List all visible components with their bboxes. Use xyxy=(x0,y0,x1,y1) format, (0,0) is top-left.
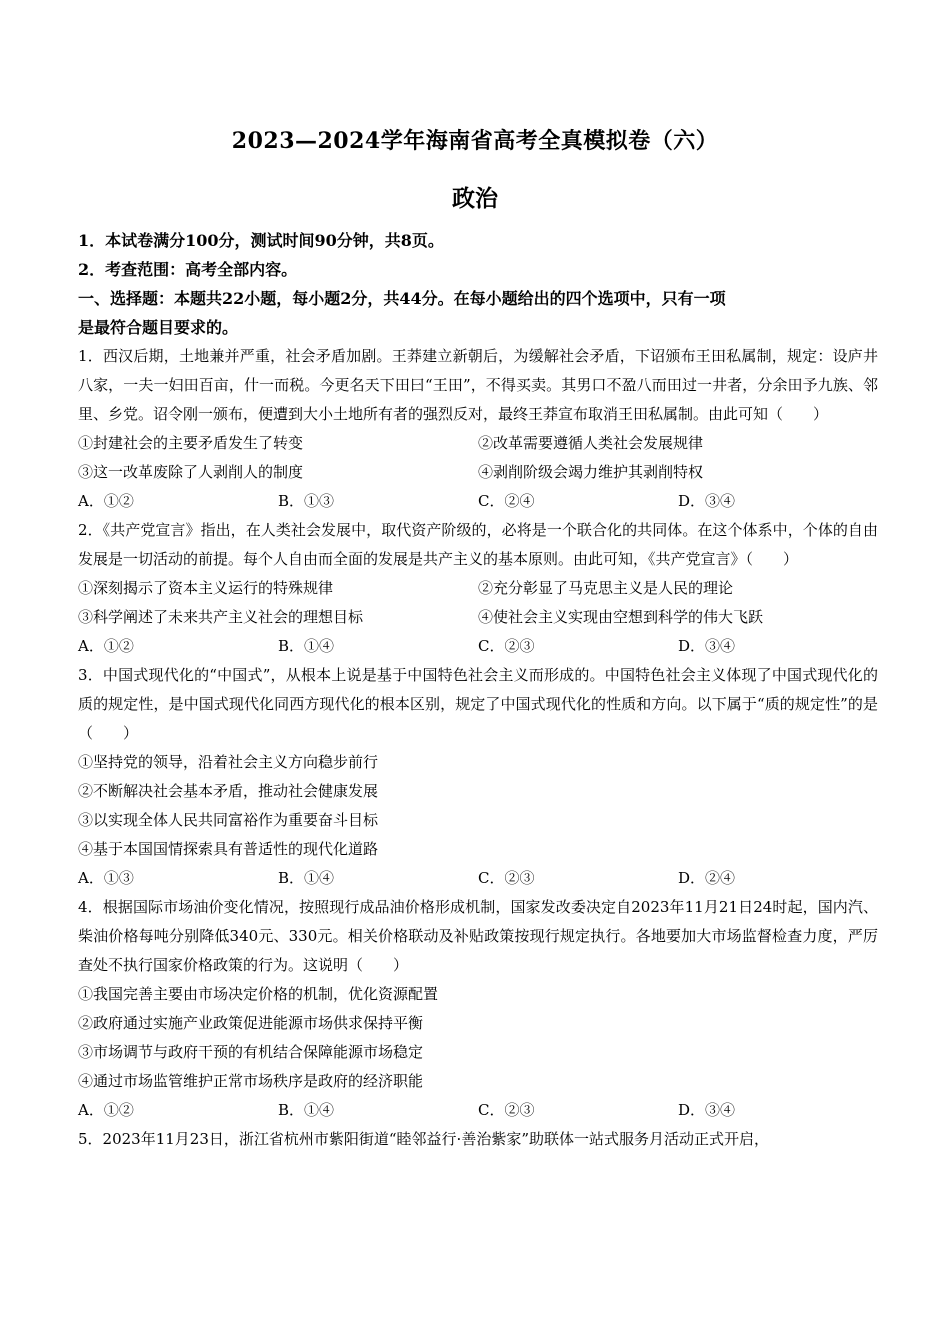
section-heading-line-2: 是最符合题目要求的。 xyxy=(78,318,239,337)
choice-a: A．①② xyxy=(78,637,134,655)
choice-a: A．①② xyxy=(78,492,134,510)
question-2 xyxy=(78,516,878,661)
choice-row xyxy=(78,864,878,893)
note-1: 1．本试卷满分100分，测试时间90分钟，共8页。 xyxy=(78,231,444,250)
question-stem: 2．《共产党宣言》指出，在人类社会发展中，取代资产阶级的，必将是一个联合化的共同体。在这个体系中，个体的自由发展是一切活动的前提。每个人自由而全面的发展是共产主义的基本原则。由此可知，《共产党宣言》（ ） xyxy=(78,521,878,568)
choice-c: C．②③ xyxy=(478,1101,535,1119)
option-2: ②不断解决社会基本矛盾，推动社会健康发展 xyxy=(78,782,379,800)
choice-d: D．②④ xyxy=(678,869,736,887)
choice-b: B．①④ xyxy=(278,869,335,887)
option-2: ②充分彰显了马克思主义是人民的理论 xyxy=(478,579,734,597)
choice-row xyxy=(78,487,878,516)
choice-b: B．①④ xyxy=(278,637,335,655)
option-4: ④使社会主义实现由空想到科学的伟大飞跃 xyxy=(478,608,764,626)
option-row xyxy=(78,574,878,603)
choice-a: A．①③ xyxy=(78,869,134,887)
option-row xyxy=(78,429,878,458)
option-3: ③以实现全体人民共同富裕作为重要奋斗目标 xyxy=(78,811,379,829)
choice-row xyxy=(78,1096,878,1125)
subject-title: 政治 xyxy=(452,185,498,212)
option-2: ②改革需要遵循人类社会发展规律 xyxy=(478,434,704,452)
option-4: ④剥削阶级会竭力维护其剥削特权 xyxy=(478,463,704,481)
choice-c: C．②③ xyxy=(478,869,535,887)
note-2: 2．考查范围：高考全部内容。 xyxy=(78,260,298,279)
option-1: ①封建社会的主要矛盾发生了转变 xyxy=(78,434,304,452)
choice-c: C．②④ xyxy=(478,492,535,510)
question-stem: 4．根据国际市场油价变化情况，按照现行成品油价格形成机制，国家发改委决定自2023年11月21日24时起，国内汽、柴油价格每吨分别降低340元、330元。相关价格联动及补贴政策按现行规定执行。各地要加大市场监督检查力度，严厉查处不执行国家价格政策的行为。这说明（ ） xyxy=(78,898,878,974)
option-1: ①我国完善主要由市场决定价格的机制，优化资源配置 xyxy=(78,985,439,1003)
option-3: ③科学阐述了未来共产主义社会的理想目标 xyxy=(78,608,364,626)
question-stem: 3．中国式现代化的“中国式”，从根本上说是基于中国特色社会主义而形成的。中国特色社会主义体现了中国式现代化的质的规定性，是中国式现代化同西方现代化的根本区别，规定了中国式现代化的性质和方向。以下属于“质的规定性”的是（ ） xyxy=(78,666,878,742)
choice-a: A．①② xyxy=(78,1101,134,1119)
option-row xyxy=(78,458,878,487)
option-1: ①坚持党的领导，沿着社会主义方向稳步前行 xyxy=(78,753,379,771)
question-3 xyxy=(78,661,878,893)
choice-d: D．③④ xyxy=(678,637,736,655)
option-2: ②政府通过实施产业政策促进能源市场供求保持平衡 xyxy=(78,1014,424,1032)
option-3: ③市场调节与政府干预的有机结合保障能源市场稳定 xyxy=(78,1043,424,1061)
option-4: ④基于本国国情探索具有普适性的现代化道路 xyxy=(78,840,379,858)
question-1 xyxy=(78,342,878,516)
choice-b: B．①③ xyxy=(278,492,335,510)
section-heading-line-1: 一、选择题：本题共22小题，每小题2分，共44分。在每小题给出的四个选项中，只有一项 xyxy=(78,289,726,308)
choice-b: B．①④ xyxy=(278,1101,335,1119)
choice-d: D．③④ xyxy=(678,492,736,510)
question-5-first-line: 5．2023年11月23日，浙江省杭州市紫阳街道“睦邻益行·善治紫家”助联体一站式服务月活动正式开启， xyxy=(78,1130,770,1148)
option-1: ①深刻揭示了资本主义运行的特殊规律 xyxy=(78,579,334,597)
question-4 xyxy=(78,893,878,1125)
option-4: ④通过市场监管维护正常市场秩序是政府的经济职能 xyxy=(78,1072,424,1090)
page-title: 2023—2024学年海南省高考全真模拟卷（六） xyxy=(231,128,719,154)
choice-d: D．③④ xyxy=(678,1101,736,1119)
choice-row xyxy=(78,632,878,661)
option-3: ③这一改革废除了人剥削人的制度 xyxy=(78,463,304,481)
option-row xyxy=(78,603,878,632)
question-stem: 1．西汉后期，土地兼并严重，社会矛盾加剧。王莽建立新朝后，为缓解社会矛盾，下诏颁布王田私属制，规定：设庐井八家，一夫一妇田百亩，什一而税。今更名天下田曰“王田”，不得买卖。其男口不盈八而田过一井者，分余田予九族、邻里、乡党。诏令刚一颁布，便遭到大小土地所有者的强烈反对，最终王莽宣布取消王田私属制。由此可知（ ） xyxy=(78,347,878,423)
choice-c: C．②③ xyxy=(478,637,535,655)
exam-body xyxy=(78,226,878,1154)
